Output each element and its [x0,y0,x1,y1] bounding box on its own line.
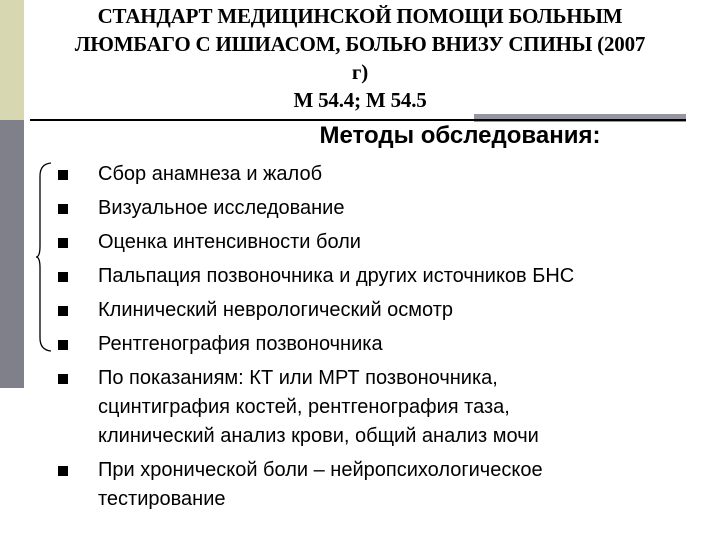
list-item-text: По показаниям: КТ или МРТ позвоночника, [98,367,498,389]
list-item-text: тестирование [98,488,226,510]
square-bullet-icon [58,238,68,248]
square-bullet-icon [58,170,68,180]
list-item-text: клинический анализ крови, общий анализ мочи [98,425,539,447]
curly-bracket-icon [36,162,52,352]
slide-title [0,2,720,114]
title-line-4: М 54.4; М 54.5 [293,88,427,112]
section-heading: Методы обследования: [319,122,601,149]
list-item [58,228,708,257]
list-item [58,160,708,189]
list-item-text: Сбор анамнеза и жалоб [98,163,323,185]
list-item-text: Рентгенография позвоночника [98,333,383,355]
list-item [58,330,708,359]
title-line-3: г) [351,60,369,84]
list-item [58,296,708,325]
list-item-text: Визуальное исследование [98,197,345,219]
title-line-2: ЛЮМБАГО С ИШИАСОМ, БОЛЬЮ ВНИЗУ СПИНЫ (2007 [74,32,646,56]
list-item [58,194,708,223]
list-item-text: Оценка интенсивности боли [98,231,361,253]
list-item-text: При хронической боли – нейропсихологическое [98,459,543,481]
list-item-text: сцинтиграфия костей, рентгенография таза, [98,396,510,418]
decorative-side-bar [0,120,24,388]
list-item [58,364,708,451]
square-bullet-icon [58,204,68,214]
examination-list [58,160,708,519]
title-line-1: СТАНДАРТ МЕДИЦИНСКОЙ ПОМОЩИ БОЛЬНЫМ [97,4,623,28]
square-bullet-icon [58,306,68,316]
square-bullet-icon [58,272,68,282]
list-item [58,262,708,291]
list-item [58,456,708,514]
list-item-text: Пальпация позвоночника и других источников БНС [98,265,575,287]
list-item-text: Клинический неврологический осмотр [98,299,454,321]
square-bullet-icon [58,340,68,350]
square-bullet-icon [58,374,68,384]
square-bullet-icon [58,466,68,476]
